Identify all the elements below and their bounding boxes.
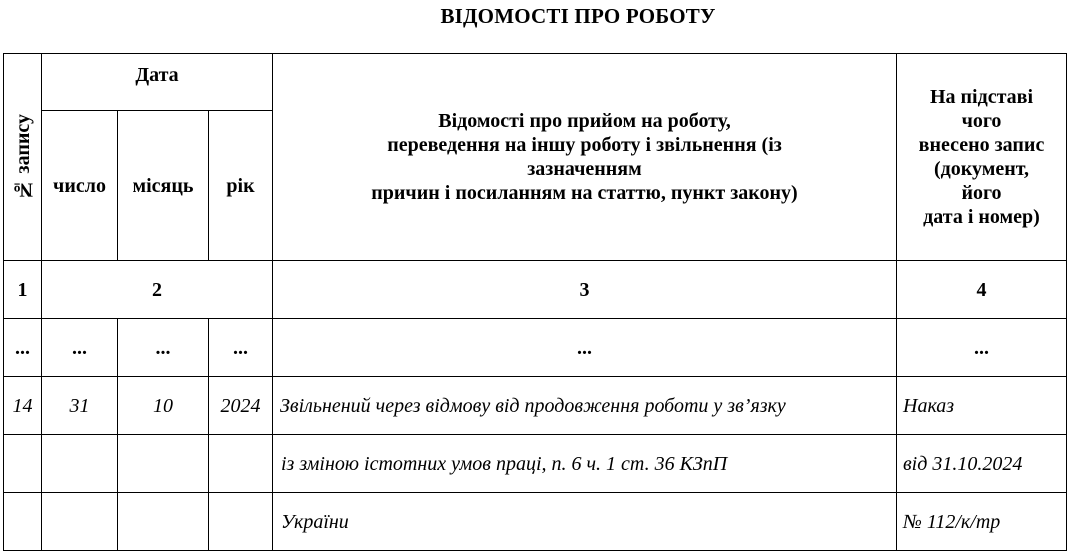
column-number-row [4,261,1067,319]
work-record-table [3,53,1067,551]
entry-basis-line: Наказ [897,377,1067,435]
entry-year: 2024 [209,377,273,435]
ellipsis-cell: ... [209,319,273,377]
entry-day: 31 [42,377,118,435]
entry-description-line: із зміною істотних умов праці, п. 6 ч. 1 ст. 36 КЗпП [273,435,897,493]
entry-description-line: Звільнений через відмову від продовження роботи у зв’язку [273,377,897,435]
empty-cell [209,493,273,551]
entry-basis-line: № 112/к/тр [897,493,1067,551]
column-number-2: 2 [42,261,273,319]
basis-header-line: його [961,182,1002,204]
empty-cell [118,435,209,493]
description-header-line: зазначенням [527,158,642,180]
empty-cell [209,435,273,493]
day-header: число [42,111,118,261]
record-number-header-cell [4,54,42,261]
description-header [273,54,897,261]
empty-cell [4,493,42,551]
record-number-header: № запису [11,113,34,201]
basis-header [897,54,1067,261]
entry-row-2 [4,435,1067,493]
header-row-top [4,54,1067,111]
empty-cell [118,493,209,551]
month-header: місяць [118,111,209,261]
basis-header-line: дата і номер) [923,206,1040,228]
year-header: рік [209,111,273,261]
ellipsis-cell: ... [897,319,1067,377]
column-number-4: 4 [897,261,1067,319]
empty-cell [42,435,118,493]
description-header-line: причин і посиланням на статтю, пункт закону) [371,182,798,204]
entry-record-number: 14 [4,377,42,435]
empty-cell [4,435,42,493]
ellipsis-cell: ... [42,319,118,377]
description-header-line: Відомості про прийом на роботу, [438,110,731,132]
description-header-line: переведення на іншу роботу і звільнення (із [387,134,782,156]
date-header: Дата [42,54,273,111]
page-title: ВІДОМОСТІ ПРО РОБОТУ [440,4,716,28]
entry-basis-line: від 31.10.2024 [897,435,1067,493]
entry-row-1 [4,377,1067,435]
basis-header-line: внесено запис [918,134,1045,156]
entry-description-line: України [273,493,897,551]
entry-row-3 [4,493,1067,551]
ellipsis-cell: ... [118,319,209,377]
basis-header-line: чого [961,110,1002,132]
empty-cell [42,493,118,551]
ellipsis-row [4,319,1067,377]
basis-header-line: (документ, [933,158,1030,180]
entry-month: 10 [118,377,209,435]
basis-header-line: На підставі [929,86,1034,108]
ellipsis-cell: ... [4,319,42,377]
column-number-1: 1 [4,261,42,319]
ellipsis-cell: ... [273,319,897,377]
column-number-3: 3 [273,261,897,319]
